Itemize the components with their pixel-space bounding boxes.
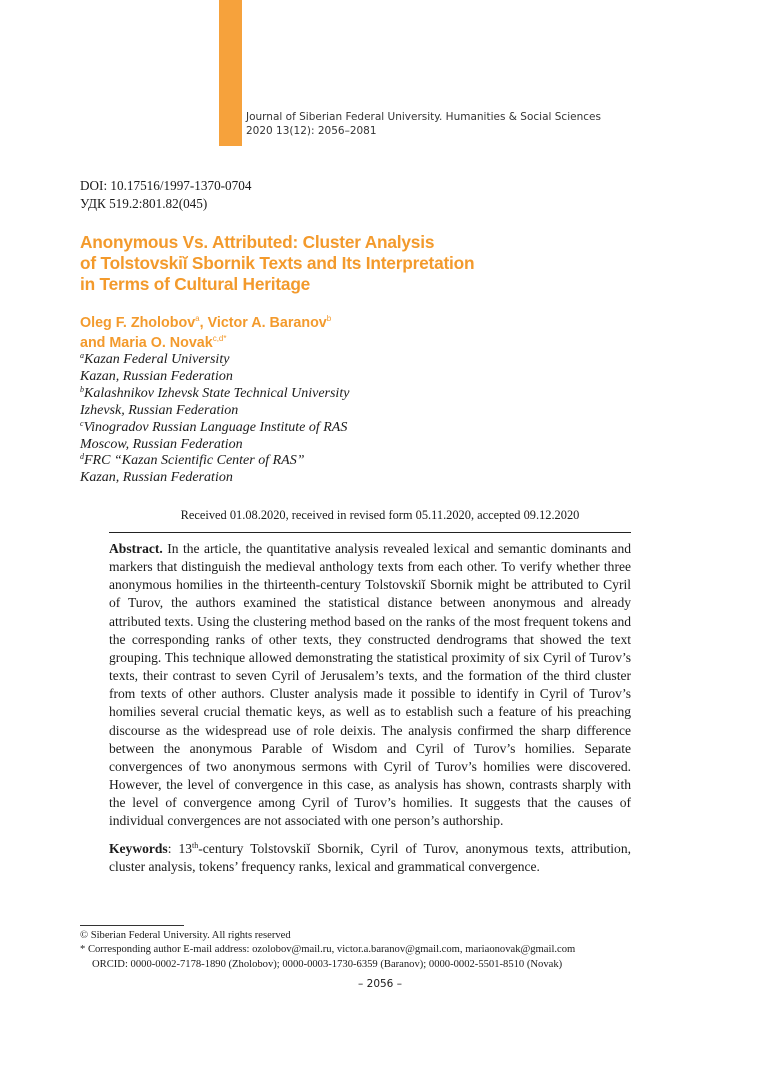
author-list: Oleg F. Zholobov$^a$, Victor A. Baranov$^b$ and Maria O. Novak$^{c,d*}$ bbox=[80, 314, 332, 351]
affiliation-org: $^a$Kazan Federal University bbox=[80, 351, 230, 367]
received-dates: Received 01.08.2020, received in revised form 05.11.2020, accepted 09.12.2020 bbox=[180, 508, 580, 522]
corresponding-author-note: * Corresponding author E-mail address: ozolobov@mail.ru, victor.a.baranov@gmail.com, mariaonovak@gmail.com bbox=[80, 944, 576, 956]
footnote-divider bbox=[80, 925, 184, 926]
affiliations bbox=[80, 352, 349, 487]
journal-name: Journal of Siberian Federal University. Humanities & Social Sciences bbox=[246, 111, 601, 123]
affiliation-city: Izhevsk, Russian Federation bbox=[80, 402, 239, 418]
author-affil-sup: b bbox=[326, 314, 332, 323]
affiliation-city: Kazan, Russian Federation bbox=[80, 470, 233, 486]
abstract-label: Abstract. bbox=[109, 541, 163, 556]
udk: УДК 519.2:801.82(045) bbox=[80, 196, 208, 211]
affiliation-org: $^c$Vinogradov Russian Language Institute of RAS bbox=[80, 418, 348, 435]
author-name: Oleg F. Zholobov bbox=[80, 315, 196, 331]
author-name: Maria O. Novak bbox=[109, 335, 213, 351]
keywords: Keywords: 13th-century Tolstovskiĭ Sbornik, Cyril of Turov, anonymous texts, attribution, cluster analysis, tokens’ frequency ranks, lexical and grammatical convergence. bbox=[109, 841, 631, 875]
affiliation-org: $^d$FRC “Kazan Scientific Center of RAS” bbox=[80, 452, 305, 469]
keywords-text: -century Tolstovskiĭ Sbornik, Cyril of Turov, anonymous texts, attribution, cluster analysis, tokens’ frequency ranks, lexical and grammatical convergence. bbox=[109, 841, 631, 875]
author-affil-sup: c,d* bbox=[212, 334, 227, 343]
title-line: in Terms of Cultural Heritage bbox=[80, 274, 311, 294]
keywords-century: 13 bbox=[178, 841, 193, 856]
title-line: Anonymous Vs. Attributed: Cluster Analysis bbox=[80, 232, 435, 252]
orcid-note: ORCID: 0000-0002-7178-1890 (Zholobov); 0000-0003-1730-6359 (Baranov); 0000-0002-5501-8510 (Novak) bbox=[92, 958, 563, 970]
copyright-note: © Siberian Federal University. All rights reserved bbox=[80, 930, 291, 941]
article-title bbox=[80, 232, 640, 295]
page-number: – 2056 – bbox=[358, 978, 402, 990]
journal-header bbox=[246, 110, 601, 138]
keywords-label: Keywords bbox=[109, 841, 168, 856]
author-name: Victor A. Baranov bbox=[207, 315, 327, 331]
affiliation-city: Moscow, Russian Federation bbox=[80, 436, 243, 452]
abstract-text: In the article, the quantitative analysis revealed lexical and semantic dominants and markers that distinguish the medieval anthology texts from each other. To verify whether three anonymous homilies in the thirteenth-century Tolstovskiĭ Sbornik might be attributed to Cyril of Turov, the authors examined the statistical distance between anonymous and already attributed texts. Using the clustering method based on the ranks of the most frequent tokens and the corresponding ranks of other texts, they constructed dendrograms that showed the text grouping. This technique allowed demonstrating the statistical proximity of six Cyril of Turov’s texts, their contrast to seven Cyril of Jerusalem’s texts, and the formation of the third cluster from texts of other authors. Cluster analysis made it possible to identify in Cyril of Turov’s homilies several crucial thematic keys, as well as to establish such a feature of his preaching discourse as the widespread use of role deixis. The analysis confirmed the sharp difference between the anonymous Parable of Wisdom and Cyril of Turov’s homilies. Separate convergences of two anonymous sermons with Cyril of Turov’s homilies were discovered. However, the level of convergence in this case, as analysis has shown, contrasts sharply with the level of convergence among Cyril of Turov’s homilies. It suggests that the causes of individual convergences are not associated with one person’s authorship. bbox=[109, 541, 631, 829]
title-line: of Tolstovskiĭ Sbornik Texts and Its Interpretation bbox=[80, 253, 475, 273]
author-affil-sup: a bbox=[195, 314, 200, 323]
affiliation-city: Kazan, Russian Federation bbox=[80, 368, 233, 384]
affiliation-org: $^b$Kalashnikov Izhevsk State Technical University bbox=[80, 384, 350, 401]
journal-issue: 2020 13(12): 2056–2081 bbox=[246, 125, 377, 137]
identifiers bbox=[80, 177, 251, 213]
author-conjunction: and bbox=[80, 335, 110, 351]
abstract bbox=[109, 540, 631, 831]
footnotes bbox=[80, 929, 640, 972]
journal-accent-bar bbox=[219, 0, 242, 146]
doi: DOI: 10.17516/1997-1370-0704 bbox=[80, 178, 252, 193]
abstract-divider bbox=[109, 532, 631, 533]
